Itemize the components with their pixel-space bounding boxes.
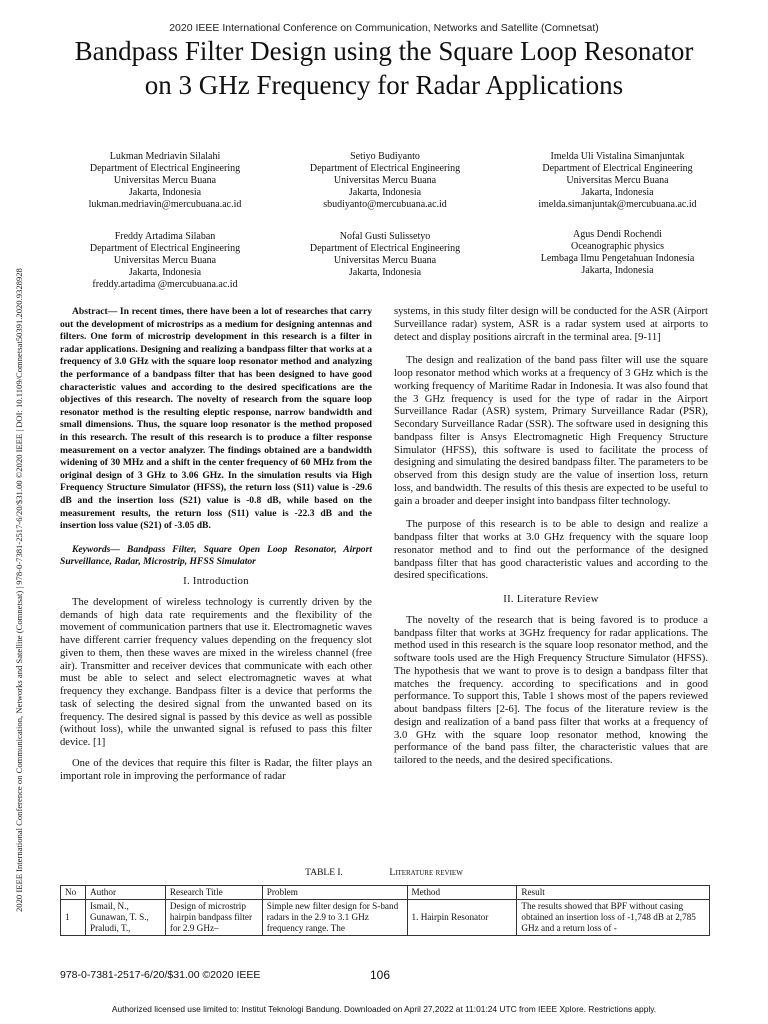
author-dept: Department of Electrical Engineering — [89, 163, 241, 174]
conference-header: 2020 IEEE International Conference on Communication, Networks and Satellite (Comnetsat) — [169, 22, 599, 34]
table-caption-number: TABLE I. — [305, 868, 343, 878]
author-city: Jakarta, Indonesia — [128, 267, 202, 278]
paper-title: Bandpass Filter Design using the Square Loop Resonator on 3 GHz Frequency for Radar Applications — [74, 36, 694, 100]
author-dept: Department of Electrical Engineering — [309, 243, 461, 254]
author-org: Universitas Mercu Buana — [566, 175, 669, 186]
author-name: Agus Dendi Rochendi — [573, 229, 662, 240]
right-paragraph-1: systems, in this study filter design will be conducted for the ASR (Airport Surveillance radar) system, ASR is a radar system used at airports to detect and display positions aircraft in the terminal area. [9-11] — [394, 306, 708, 343]
table-caption-title: Literature review — [389, 868, 463, 878]
intro-paragraph-2: One of the devices that require this filter is Radar, the filter plays an important role in improving the performance of radar — [60, 757, 372, 782]
table-caption — [0, 868, 768, 878]
footer-isbn: 978-0-7381-2517-6/20/$31.00 ©2020 IEEE — [60, 969, 261, 981]
author-block-5 — [270, 231, 500, 279]
section-heading-literature-review: II. Literature Review — [503, 594, 599, 605]
section-heading-introduction: I. Introduction — [183, 576, 249, 588]
author-name: Setiyo Budiyanto — [350, 151, 420, 162]
author-block-1 — [40, 151, 290, 211]
table-header-cell: Problem — [262, 886, 407, 900]
table-cell-title: Design of microstrip hairpin bandpass filter for 2.9 GHz– — [165, 900, 262, 936]
author-org: Universitas Mercu Buana — [113, 175, 217, 186]
license-notice: Authorized licensed use limited to: Institut Teknologi Bandung. Downloaded on April 27,2022 at 11:01:24 UTC from IEEE Xplore. Restrictions apply. — [111, 1004, 657, 1014]
table-header-cell: Result — [517, 886, 710, 900]
table-header-row — [61, 886, 710, 900]
author-dept: Department of Electrical Engineering — [89, 243, 241, 254]
right-column — [394, 306, 708, 768]
table-cell-problem: Simple new filter design for S-band radars in the 2.9 to 3.1 GHz frequency range. The — [262, 900, 407, 936]
author-org: Universitas Mercu Buana — [113, 255, 217, 266]
author-org: Lembaga Ilmu Pengetahuan Indonesia — [540, 253, 695, 264]
author-city: Jakarta, Indonesia — [348, 267, 422, 278]
author-email[interactable]: sbudiyanto@mercubuana.ac.id — [323, 199, 447, 210]
author-block-2 — [270, 151, 500, 211]
author-city: Jakarta, Indonesia — [581, 187, 654, 198]
author-email[interactable]: imelda.simanjuntak@mercubuana.ac.id — [538, 199, 697, 210]
author-org: Universitas Mercu Buana — [333, 175, 437, 186]
author-city: Jakarta, Indonesia — [128, 187, 202, 198]
page-number: 106 — [370, 968, 391, 982]
author-city: Jakarta, Indonesia — [348, 187, 422, 198]
author-block-3 — [500, 151, 735, 211]
table-header-cell: Research Title — [165, 886, 262, 900]
author-email[interactable]: lukman.medriavin@mercubuana.ac.id — [88, 199, 242, 210]
table-header-cell: Method — [407, 886, 517, 900]
author-city: Jakarta, Indonesia — [581, 265, 654, 276]
right-paragraph-3: The purpose of this research is to be able to design and realize a bandpass filter that works at 3.0 GHz frequency with the square loop resonator method and to find out the performance of the designed bandpass filter that has good characteristic values and according to the desired specifications. — [394, 519, 708, 582]
table-row — [61, 900, 710, 936]
author-name: Freddy Artadima Silaban — [114, 231, 216, 242]
table-cell-author: Ismail, N., Gunawan, T. S., Praludi, T., — [85, 900, 165, 936]
right-paragraph-2: The design and realization of the band pass filter will use the square loop resonator method which works at a frequency of 3 GHz which is the working frequency of Maritime Radar in Indonesia. It was also found that the 3 GHz frequency is used for the type of radar in the Airport Surveillance Radar (ASR) system, Primary Surveillance Radar (PSR), Secondary Surveillance Radar (SSR). The software used in designing this bandpass filter is Ansys Electromagnetic High Frequency Structure Simulator (HFSS), this software is used to facilitate the process of designing and simulating the desired bandpass filter. The parameters to be observed from this design study are the value of insertion loss, return loss, and bandwidth. The results of this thesis are expected to be useful to gain a broader and deeper insight into bandpass filter technology. — [394, 355, 708, 507]
abstract: Abstract— In recent times, there have been a lot of researches that carry out the development of microstrips as a medium for designing antennas and filters. One form of microstrip development in this research is a filter in radar applications. Designing and realizing a bandpass filter that works at a frequency of 3.0 GHz with the square loop resonator method and analyzing the performance of a bandpass filter that has been designed to have good characteristic values and according to the desired specifications are the objectives of this research. The novelty of research from the square loop resonator method is the resulting eleptic response, narrow bandwidth and small dimensions. Thus, the square loop resonator is the method proposed in this research. The result of this research is to produce a filter response measurement on a vector analyzer. The findings obtained are a bandwidth widening of 30 MHz and a shift in the center frequency of 60 MHz from the original design of 3 GHz to 3.06 GHz. In the simulation results via High Frequency Structure Simulator (HFSS), the return loss (S11) value is -29.6 dB and the insertion loss (S21) value is -0.8 dB, while based on the measurement results, the return loss (S11) value is -22.3 dB and the insertion loss value (S21) of -3.05 dB. — [60, 306, 372, 532]
keywords: Keywords— Bandpass Filter, Square Open Loop Resonator, Airport Surveillance, Radar, Microstrip, HFSS Simulator — [60, 543, 372, 567]
author-dept: Department of Electrical Engineering — [542, 163, 693, 174]
table-cell-method: 1. Hairpin Resonator — [407, 900, 517, 936]
author-name: Nofal Gusti Sulissetyo — [339, 231, 431, 242]
table-cell-result: The results showed that BPF without casing obtained an insertion loss of -1,748 dB at 2,785 GHz and a return loss of - — [517, 900, 710, 936]
author-block-4 — [40, 231, 290, 291]
author-org: Universitas Mercu Buana — [333, 255, 437, 266]
author-name: Lukman Medriavin Silalahi — [109, 151, 221, 162]
author-email[interactable]: freddy.artadima @mercubuana.ac.id — [92, 279, 238, 290]
literature-paragraph-1: The novelty of the research that is being favored is to produce a bandpass filter that works at 3GHz frequency for radar applications. The method used in this research is the square loop resonator method, and the software tools used are the High Frequency Structure Simulator (HFSS). The hypothesis that we want to prove is to design a bandpass filter that matches the frequency. according to specifications and in good performance. To support this, Table 1 shows most of the papers reviewed about bandpass filters [2-6]. The focus of the literature review is the design and realization of a band pass filter that works at a frequency of 3.0 GHz with the square loop resonator method, knowing the performance of the band pass filter, the characteristic values that are tailored to the needs, and the desired specifications. — [394, 614, 708, 766]
table-header-cell: Author — [85, 886, 165, 900]
table-header-cell: No — [61, 886, 86, 900]
intro-paragraph-1: The development of wireless technology is currently driven by the demands of high data rate requirements and the flexibility of the movement of communication partners that use it. Electromagnetic waves have different carrier frequency values depending on the frequency slot given to them, then these waves are mixed in the wireless channel (free air). Transmitter and receiver devices that communicate with each other must be able to select and select electromagnetic waves at what frequency they exchange. Bandpass filter is a device that performs the task of selecting the desired signal from the unwanted based on its frequency. The desired signal is passed by this device as well as possible (without loss), while the unwanted signal is refused to pass this filter device. [1] — [60, 596, 372, 749]
author-dept: Department of Electrical Engineering — [309, 163, 461, 174]
side-margin-doi: 2020 IEEE International Conference on Communication, Networks and Satellite (Comnetsat) | 978-0-7381-2517-6/20/$31.00 ©2020 IEEE | DOI: 10.1109/Comnetsat50391.2020.9328928 — [14, 268, 24, 912]
author-dept: Oceanographic physics — [570, 241, 665, 252]
table-cell-no: 1 — [61, 900, 86, 936]
left-column — [60, 306, 372, 783]
author-block-6 — [500, 229, 735, 277]
author-name: Imelda Uli Vistalina Simanjuntak — [550, 151, 685, 162]
literature-table — [60, 885, 710, 936]
